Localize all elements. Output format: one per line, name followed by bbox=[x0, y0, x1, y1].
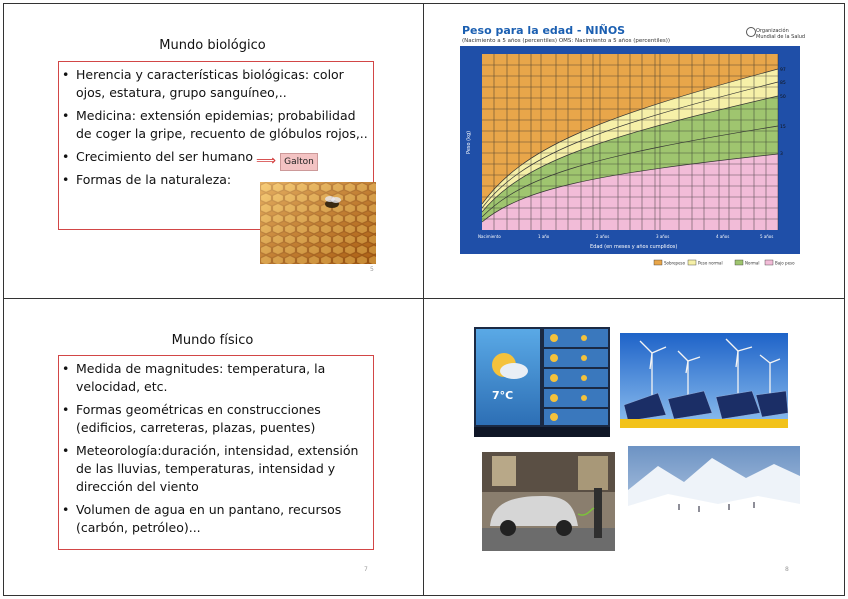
weather-temperature: 7°C bbox=[492, 389, 514, 402]
x-tick-label: 5 años bbox=[760, 234, 774, 239]
x-tick-label: 4 años bbox=[716, 234, 730, 239]
percentile-label: 50 bbox=[780, 95, 786, 100]
x-tick-label: 1 año bbox=[538, 234, 550, 239]
who-logo-text: Organización Mundial de la Salud bbox=[756, 28, 806, 40]
bullet-item: • Medida de magnitudes: temperatura, la velocidad, etc. bbox=[62, 360, 368, 396]
arrow-right-icon: ⟹ bbox=[256, 153, 277, 169]
slide5-title: Mundo biológico bbox=[159, 38, 266, 53]
bullet-item: • Medicina: extensión epidemias; probabilidad de coger la gripe, recuento de glóbulos rojos,.. bbox=[62, 107, 368, 143]
cloud-icon bbox=[500, 363, 528, 379]
chart-title: Peso para la edad - NIÑOS bbox=[462, 24, 626, 37]
chart-subtitle: (Nacimiento a 5 años (percentiles) OMS: Nacimiento a 5 años (percentiles)) bbox=[462, 38, 671, 44]
wind-solar-photo bbox=[620, 333, 788, 428]
percentile-label: 85 bbox=[780, 81, 786, 86]
percentile-label: 15 bbox=[780, 125, 786, 130]
bullet-item: • Crecimiento del ser humano bbox=[62, 148, 368, 166]
chart-legend bbox=[654, 260, 795, 266]
bullet-item: • Volumen de agua en un pantano, recursos (carbón, petróleo)... bbox=[62, 501, 368, 537]
vertical-divider bbox=[423, 3, 424, 596]
forecast-list bbox=[544, 329, 608, 425]
svg-text:Peso normal: Peso normal bbox=[698, 260, 723, 266]
svg-text:Bajo peso: Bajo peso bbox=[775, 260, 795, 266]
x-tick-label: 2 años bbox=[596, 234, 610, 239]
y-axis-label: Peso (kg) bbox=[466, 130, 472, 154]
electric-car-photo bbox=[482, 452, 615, 551]
x-tick-label: Nacimiento bbox=[478, 234, 501, 239]
slide5-bullet-list bbox=[62, 66, 368, 194]
snow-mountain-photo bbox=[628, 446, 800, 541]
charging-station-icon bbox=[594, 488, 602, 538]
horizontal-divider bbox=[3, 298, 845, 299]
x-axis-label: Edad (en meses y años cumplidos) bbox=[590, 244, 678, 250]
bullet-item: • Meteorología:duración, intensidad, extensión de las lluvias, temperaturas, intensidad y dirección del viento bbox=[62, 442, 368, 496]
bullet-item: • Herencia y características biológicas: color ojos, estatura, grupo sanguíneo,.. bbox=[62, 66, 368, 102]
sunflowers bbox=[620, 419, 788, 428]
percentile-label: 3 bbox=[780, 152, 783, 157]
svg-text:Sobrepeso: Sobrepeso bbox=[664, 260, 686, 266]
galton-label: Galton bbox=[280, 153, 318, 171]
page-number: 7 bbox=[364, 566, 368, 573]
growth-chart-slide bbox=[460, 24, 810, 274]
honeycomb-photo bbox=[260, 182, 376, 264]
x-tick-label: 3 años bbox=[656, 234, 670, 239]
slide7-title: Mundo físico bbox=[171, 333, 254, 348]
svg-text:Normal: Normal bbox=[745, 260, 760, 266]
slide7-bullet-list bbox=[62, 360, 368, 542]
page-number: 5 bbox=[370, 266, 374, 273]
percentile-label: 97 bbox=[780, 68, 786, 73]
page-number: 8 bbox=[785, 566, 789, 573]
bullet-item: • Formas geométricas en construcciones (edificios, carreteras, plazas, puentes) bbox=[62, 401, 368, 437]
growth-chart bbox=[460, 24, 810, 274]
weather-app-photo bbox=[474, 327, 610, 437]
bullet-item: • Formas de la naturaleza: bbox=[62, 171, 368, 189]
app-toolbar bbox=[474, 427, 610, 437]
